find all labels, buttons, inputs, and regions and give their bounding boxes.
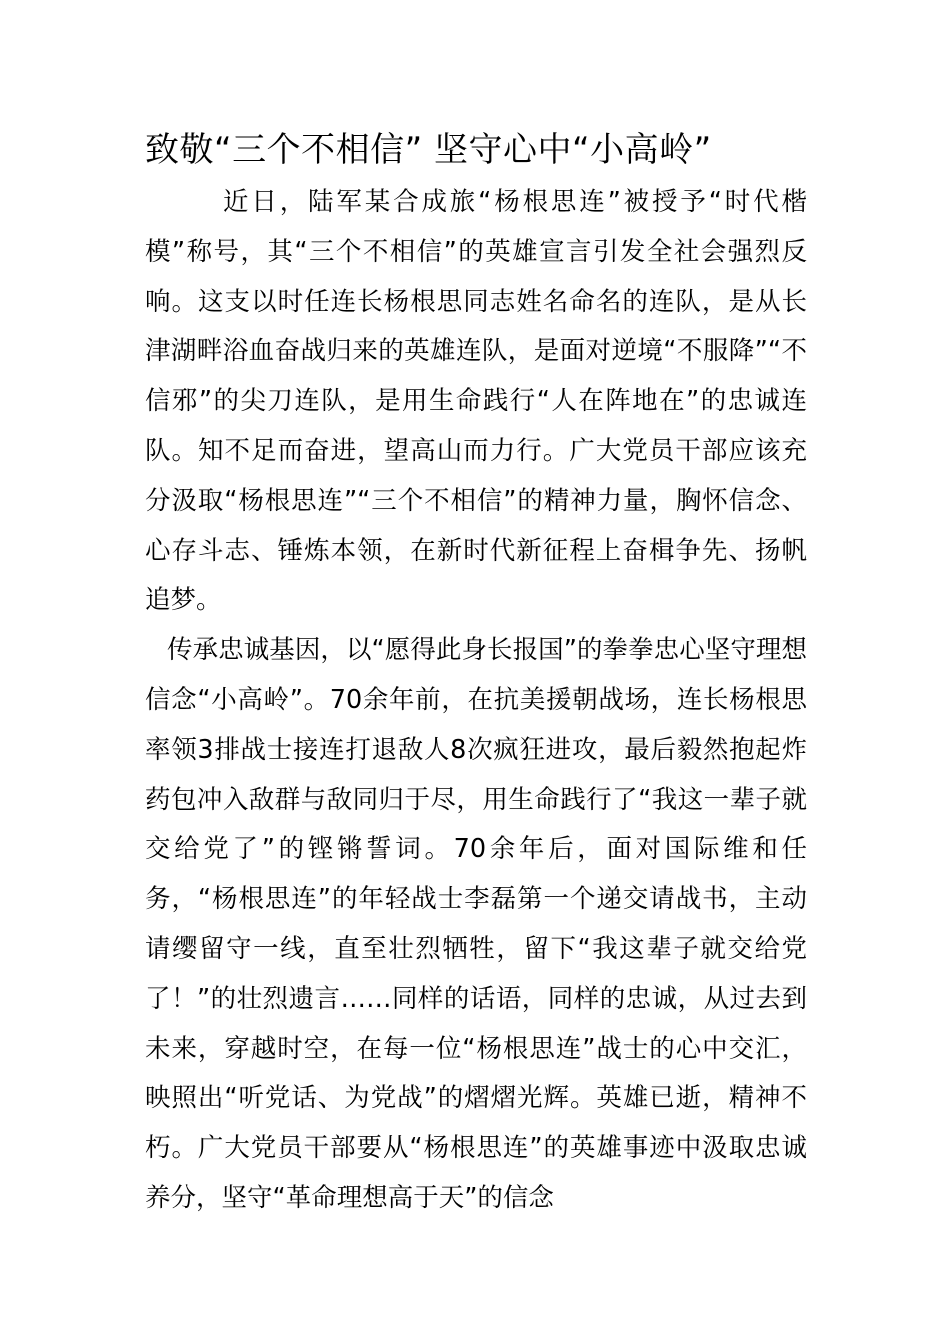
page-title: 致敬“三个不相信” 坚守心中“小高岭” (145, 130, 712, 170)
paragraph-1: 近日，陆军某合成旅“杨根思连”被授予“时代楷模”称号，其“三个不相信”的英雄宣言引发全社会强烈反响。这支以时任连长杨根思同志姓名命名的连队，是从长津湖畔浴血奋战归来的英雄连队，是面对逆境“不服降”“不信邪”的尖刀连队，是用生命践行“人在阵地在”的忠诚连队。知不足而奋进，望高山而力行。广大党员干部应该充分汲取“杨根思连”“三个不相信”的精神力量，胸怀信念、心存斗志、锤炼本领，在新时代新征程上奋楫争先、扬帆追梦。 (145, 187, 807, 616)
article-body (145, 178, 807, 1224)
paragraph-2: 传承忠诚基因，以“愿得此身长报国”的拳拳忠心坚守理想信念“小高岭”。70余年前，在抗美援朝战场，连长杨根思率领3排战士接连打退敌人8次疯狂进攻，最后毅然抱起炸药包冲入敌群与敌同归于尽，用生命践行了“我这一辈子就交给党了”的铿锵誓词。70余年后，面对国际维和任务，“杨根思连”的年轻战士李磊第一个递交请战书，主动请缨留守一线，直至壮烈牺牲，留下“我这辈子就交给党了！”的壮烈遗言……同样的话语，同样的忠诚，从过去到未来，穿越时空，在每一位“杨根思连”战士的心中交汇，映照出“听党话、为党战”的熠熠光辉。英雄已逝，精神不朽。广大党员干部要从“杨根思连”的英雄事迹中汲取忠诚养分，坚守“革命理想高于天”的信念 (145, 635, 807, 1213)
